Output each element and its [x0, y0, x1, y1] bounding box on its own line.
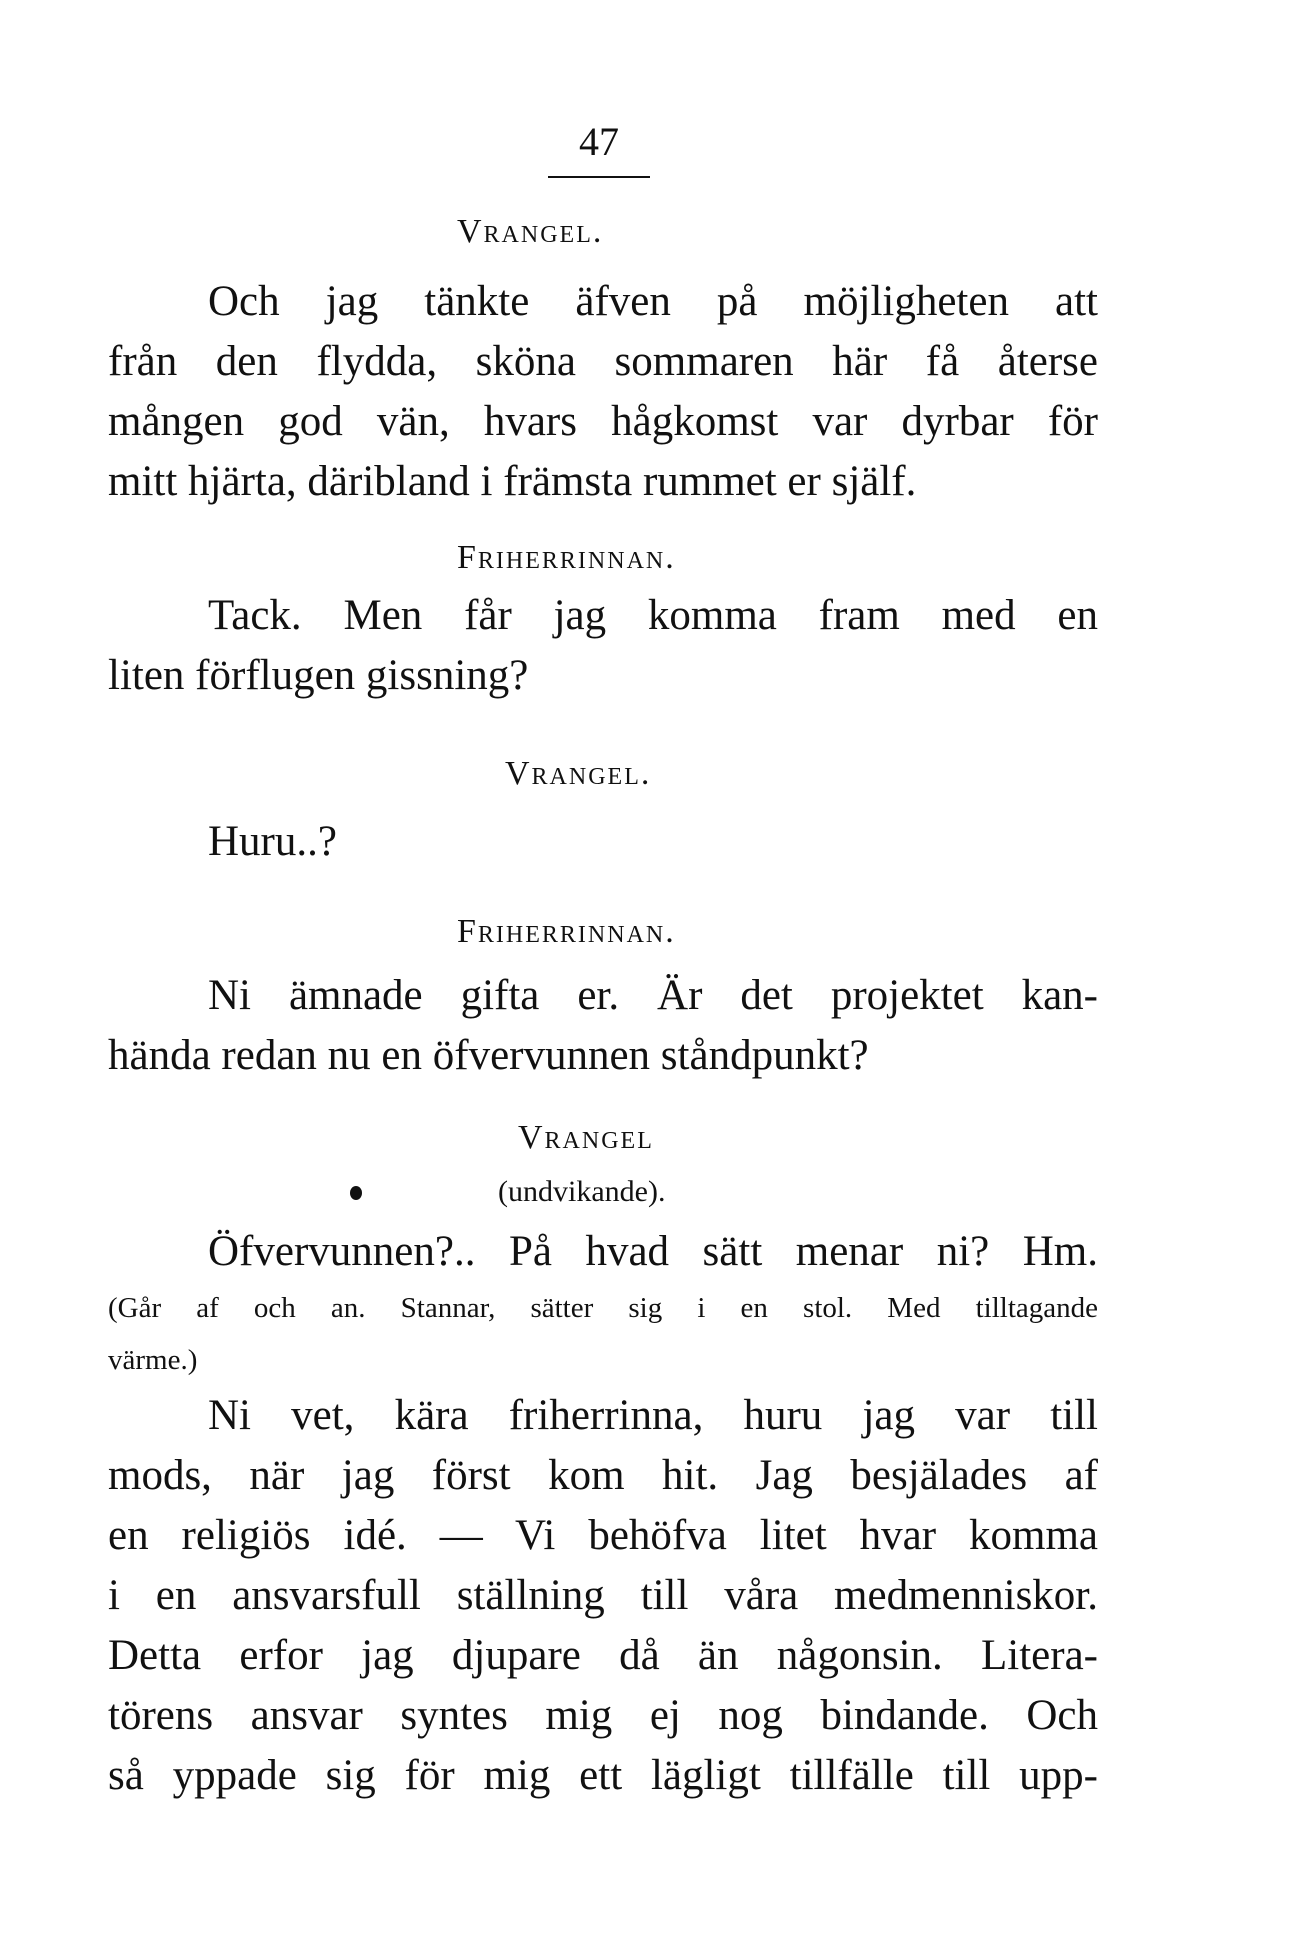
speaker-heading: Vrangel. — [457, 213, 604, 250]
text-line: (Går af och an. Stannar, sätter sig i en stol. Med tilltagande — [108, 1292, 1098, 1324]
page-number: 47 — [579, 119, 619, 164]
text-line: Tack. Men får jag komma fram med en — [208, 592, 1098, 639]
text-line: hända redan nu en öfvervunnen ståndpunkt? — [108, 1032, 869, 1079]
text-line: i en ansvarsfull ställning till våra medmenniskor. — [108, 1572, 1098, 1619]
speech-line: Huru..? — [208, 818, 337, 865]
text-line: en religiös idé. — Vi behöfva litet hvar komma — [108, 1512, 1098, 1559]
speaker-heading: Friherrinnan. — [457, 913, 676, 950]
speech-paragraph — [108, 272, 1098, 512]
text-line: Ni vet, kära friherrinna, huru jag var till — [208, 1392, 1098, 1439]
text-line: från den flydda, sköna sommaren här få återse — [108, 338, 1098, 385]
speaker-heading: Vrangel — [518, 1119, 654, 1156]
speech-line: Öfvervunnen?.. På hvad sätt menar ni? Hm. — [208, 1228, 1098, 1275]
text-line: så yppade sig för mig ett lägligt tillfälle till upp- — [108, 1752, 1098, 1799]
text-line: liten förflugen gissning? — [108, 652, 529, 699]
text-line: mången god vän, hvars hågkomst var dyrbar för — [108, 398, 1098, 445]
speech-paragraph — [108, 586, 1098, 706]
text-line: mitt hjärta, däribland i främsta rummet er själf. — [108, 458, 917, 505]
speaker-heading: Friherrinnan. — [457, 539, 676, 576]
text-line: törens ansvar syntes mig ej nog bindande. Och — [108, 1692, 1098, 1739]
text-line: mods, när jag först kom hit. Jag besjälades af — [108, 1452, 1098, 1499]
text-line: Ni ämnade gifta er. Är det projektet kan- — [208, 972, 1098, 1019]
stage-direction: (undvikande). — [498, 1175, 666, 1208]
bullet-mark — [350, 1186, 362, 1200]
speech-paragraph — [108, 966, 1098, 1086]
speech-paragraph — [108, 1386, 1098, 1806]
page-number-underline — [548, 176, 650, 178]
text-line: Detta erfor jag djupare då än någonsin. Litera- — [108, 1632, 1098, 1679]
stage-direction-inline — [108, 1282, 1098, 1386]
speaker-heading: Vrangel. — [505, 755, 652, 792]
text-line: värme.) — [108, 1344, 198, 1376]
text-line: Och jag tänkte äfven på möjligheten att — [208, 278, 1098, 325]
